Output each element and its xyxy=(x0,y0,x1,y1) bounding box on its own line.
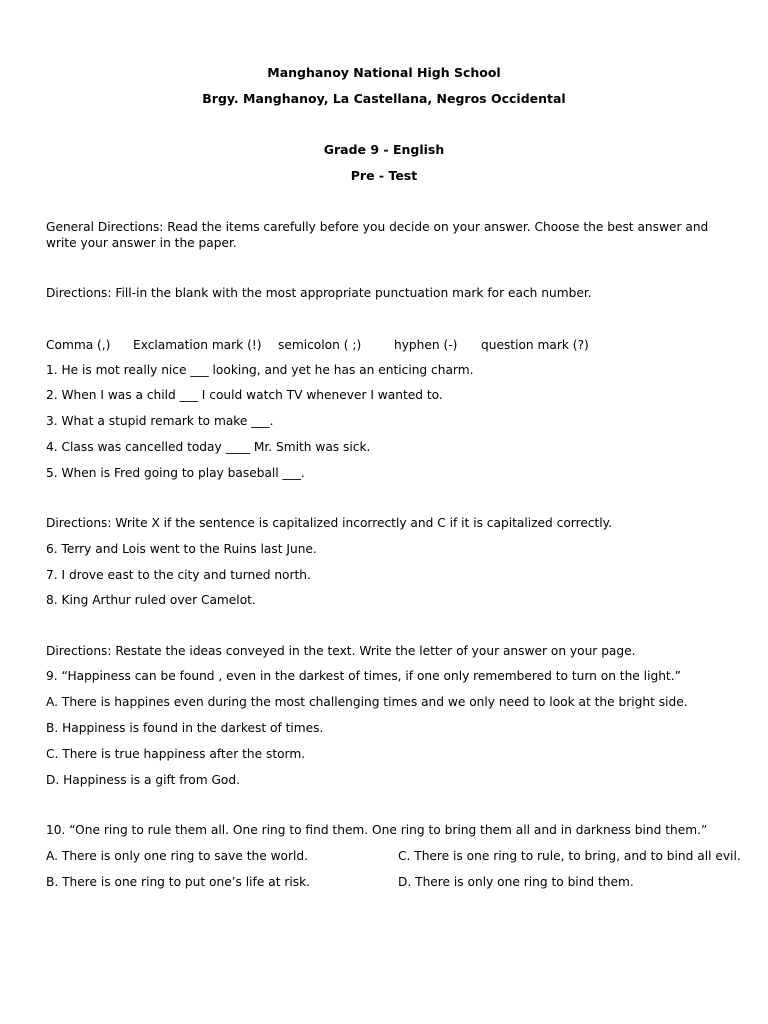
answer-option: A. There is only one ring to save the world. xyxy=(46,849,309,863)
part1-directions: Directions: Fill-in the blank with the most appropriate punctuation mark for each number. xyxy=(46,286,592,300)
question-item: 2. When I was a child ___ I could watch TV whenever I wanted to. xyxy=(46,388,443,402)
question-item: 4. Class was cancelled today ____ Mr. Smith was sick. xyxy=(46,440,371,454)
choice-comma: Comma (,) xyxy=(46,338,111,352)
choice-question-mark: question mark (?) xyxy=(481,338,589,352)
question-item: 7. I drove east to the city and turned north. xyxy=(46,568,311,582)
answer-option: C. There is true happiness after the storm. xyxy=(46,747,306,761)
question-item: 5. When is Fred going to play baseball ___. xyxy=(46,466,305,480)
question-item: 6. Terry and Lois went to the Ruins last June. xyxy=(46,542,317,556)
answer-option: C. There is one ring to rule, to bring, and to bind all evil. xyxy=(398,849,741,863)
choice-hyphen: hyphen (-) xyxy=(394,338,458,352)
test-title: Pre - Test xyxy=(350,168,418,183)
grade-subject: Grade 9 - English xyxy=(323,142,445,157)
general-directions: General Directions: Read the items carefully before you decide on your answer. Choose the best answer and write your answer in the paper. xyxy=(46,220,709,250)
school-name: Manghanoy National High School xyxy=(267,65,501,80)
answer-option: D. Happiness is a gift from God. xyxy=(46,773,240,787)
choice-exclamation: Exclamation mark (!) xyxy=(133,338,262,352)
question-item: 8. King Arthur ruled over Camelot. xyxy=(46,593,256,607)
question-item: 1. He is mot really nice ___ looking, and yet he has an enticing charm. xyxy=(46,363,474,377)
question-item: 3. What a stupid remark to make ___. xyxy=(46,414,274,428)
answer-option: A. There is happines even during the most challenging times and we only need to look at the bright side. xyxy=(46,695,688,709)
question-10: 10. “One ring to rule them all. One ring to find them. One ring to bring them all and in darkness bind them.” xyxy=(46,823,708,837)
part2-directions: Directions: Write X if the sentence is capitalized incorrectly and C if it is capitalized correctly. xyxy=(46,516,613,530)
choice-semicolon: semicolon ( ;) xyxy=(278,338,362,352)
school-address: Brgy. Manghanoy, La Castellana, Negros Occidental xyxy=(202,91,566,106)
question-9: 9. “Happiness can be found , even in the darkest of times, if one only remembered to turn on the light.” xyxy=(46,669,681,683)
answer-option: B. Happiness is found in the darkest of times. xyxy=(46,721,324,735)
answer-option: D. There is only one ring to bind them. xyxy=(398,875,634,889)
answer-option: B. There is one ring to put one’s life at risk. xyxy=(46,875,311,889)
part3-directions: Directions: Restate the ideas conveyed in the text. Write the letter of your answer on your page. xyxy=(46,644,636,658)
